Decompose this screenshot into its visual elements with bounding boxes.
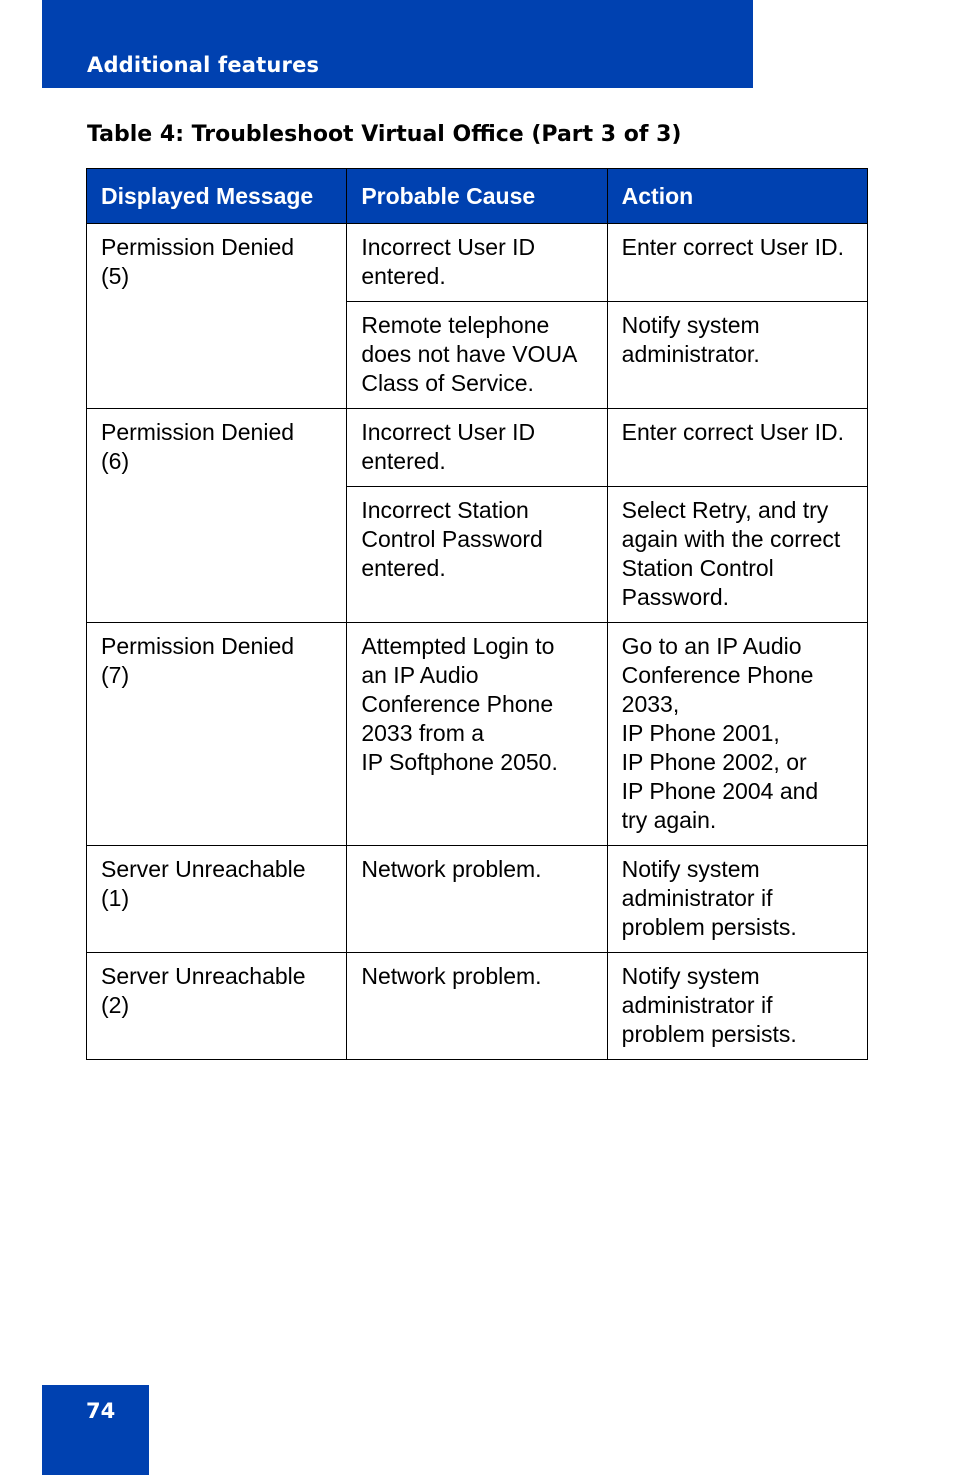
action-cell: Notify system administrator.	[607, 302, 867, 409]
probable-cause-cell: Incorrect User ID entered.	[347, 409, 607, 487]
table-caption: Table 4: Troubleshoot Virtual Office (Part 3 of 3)	[87, 122, 682, 147]
probable-cause-cell: Incorrect Station Control Password entered.	[347, 487, 607, 623]
action-cell: Select Retry, and try again with the correct Station Control Password.	[607, 487, 867, 623]
probable-cause-cell: Incorrect User ID entered.	[347, 224, 607, 302]
column-header-probable-cause: Probable Cause	[347, 169, 607, 224]
displayed-message-cell: Permission Denied (6)	[87, 409, 347, 623]
displayed-message-cell: Server Unreachable (1)	[87, 846, 347, 953]
table-header-row	[87, 169, 868, 224]
action-cell: Enter correct User ID.	[607, 224, 867, 302]
column-header-displayed-message: Displayed Message	[87, 169, 347, 224]
table-row	[87, 224, 868, 302]
action-cell: Notify system administrator if problem persists.	[607, 953, 867, 1060]
displayed-message-cell: Server Unreachable (2)	[87, 953, 347, 1060]
displayed-message-cell: Permission Denied (5)	[87, 224, 347, 409]
action-cell: Notify system administrator if problem persists.	[607, 846, 867, 953]
probable-cause-cell: Attempted Login to an IP Audio Conference Phone 2033 from a IP Softphone 2050.	[347, 623, 607, 846]
header-bar	[42, 0, 753, 88]
page-number-box	[42, 1385, 149, 1475]
action-cell: Go to an IP Audio Conference Phone 2033, IP Phone 2001, IP Phone 2002, or IP Phone 2004 and try again.	[607, 623, 867, 846]
table-row	[87, 846, 868, 953]
table-row	[87, 623, 868, 846]
probable-cause-cell: Network problem.	[347, 953, 607, 1060]
action-cell: Enter correct User ID.	[607, 409, 867, 487]
probable-cause-cell: Network problem.	[347, 846, 607, 953]
page-number: 74	[86, 1399, 116, 1423]
section-title: Additional features	[87, 53, 320, 77]
displayed-message-cell: Permission Denied (7)	[87, 623, 347, 846]
table-row	[87, 953, 868, 1060]
troubleshoot-table	[86, 168, 868, 1060]
column-header-action: Action	[607, 169, 867, 224]
probable-cause-cell: Remote telephone does not have VOUA Class of Service.	[347, 302, 607, 409]
table-row	[87, 409, 868, 487]
